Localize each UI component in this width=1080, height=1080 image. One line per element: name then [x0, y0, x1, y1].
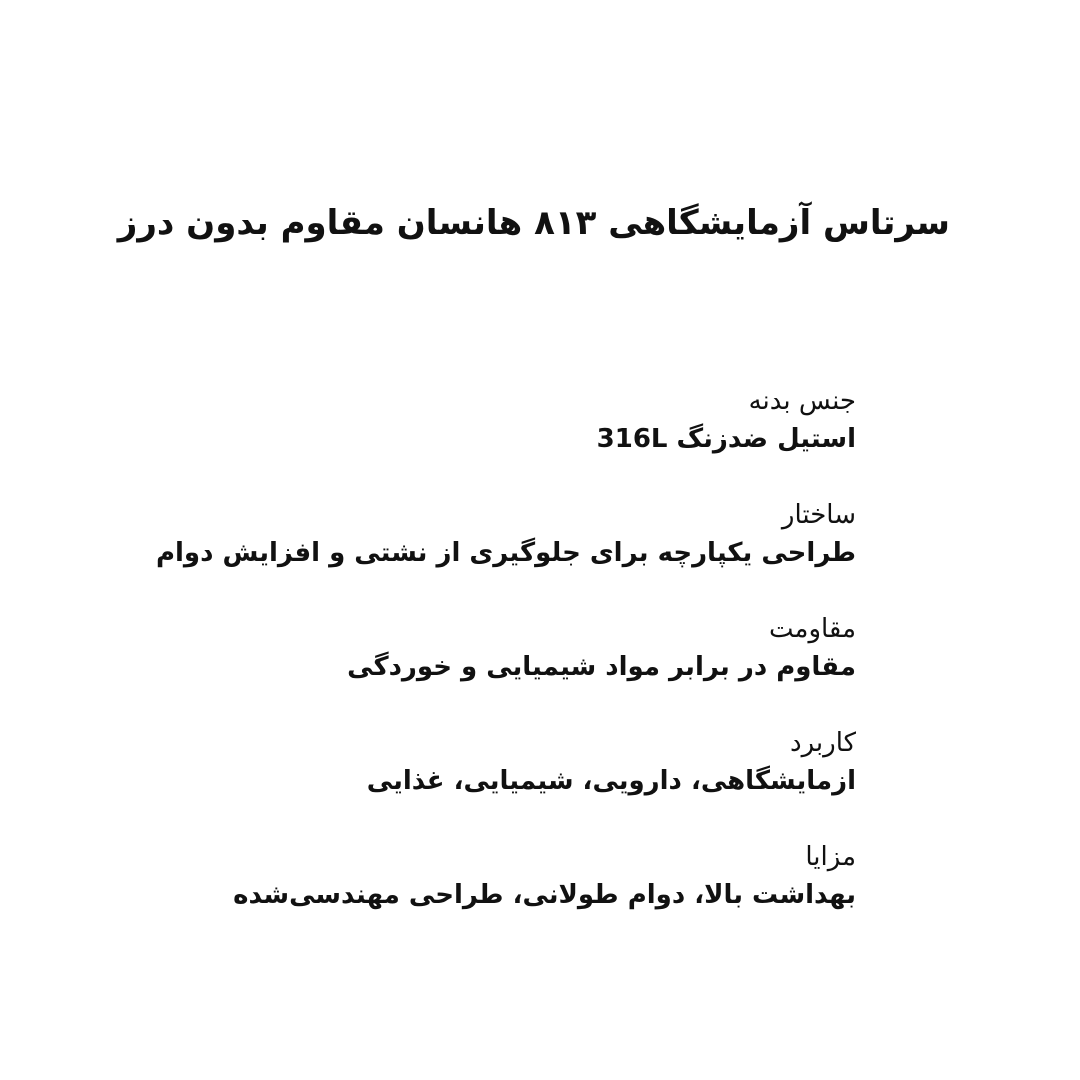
spec-value-application: ازمایشگاهی، دارویی، شیمیایی، غذایی	[366, 766, 856, 796]
spec-item-body-material	[116, 382, 856, 496]
spec-label-structure: ساختار	[781, 500, 856, 530]
spec-value-structure: طراحی یکپارچه برای جلوگیری از نشتی و افزایش دوام	[155, 538, 856, 568]
spec-label-advantages: مزایا	[805, 842, 856, 872]
spec-value-advantages: بهداشت بالا، دوام طولانی، طراحی مهندسی‌شده	[233, 880, 856, 910]
spec-list	[116, 382, 856, 952]
spec-item-application	[116, 724, 856, 838]
spec-label-application: کاربرد	[789, 728, 856, 758]
spec-label-resistance: مقاومت	[768, 614, 856, 644]
spec-item-advantages	[116, 838, 856, 952]
spec-item-structure	[116, 496, 856, 610]
spec-label-body-material: جنس بدنه	[748, 386, 856, 416]
product-title: سرتاس آزمایشگاهی ۸۱۳ هانسان مقاوم بدون درز	[117, 202, 950, 243]
spec-item-resistance	[116, 610, 856, 724]
spec-value-resistance: مقاوم در برابر مواد شیمیایی و خوردگی	[347, 652, 856, 682]
spec-value-body-material: استیل ضدزنگ 316L	[596, 424, 856, 454]
